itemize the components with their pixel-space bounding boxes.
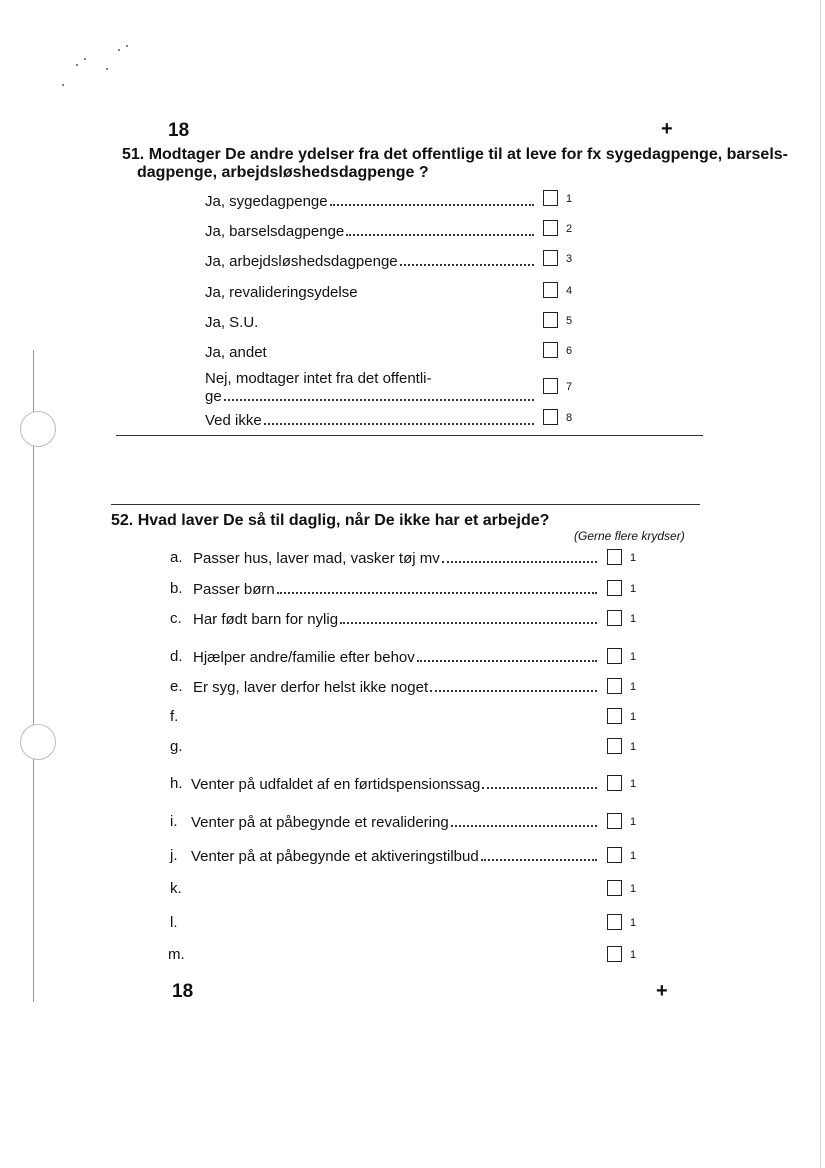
q51-number: 51.	[122, 146, 145, 163]
option-label: Venter på udfaldet af en førtidspensionssag	[191, 776, 481, 793]
answer-code: 1	[630, 949, 637, 961]
q51-checkbox-7[interactable]	[543, 378, 558, 394]
answer-code: 1	[630, 711, 637, 723]
q52-checkbox-m[interactable]	[607, 946, 622, 962]
q51-option	[205, 220, 540, 240]
q52-checkbox-d[interactable]	[607, 648, 622, 664]
q51-checkbox-4[interactable]	[543, 282, 558, 298]
answer-code: 1	[630, 850, 637, 862]
option-letter: a.	[170, 549, 183, 566]
leader-dots	[451, 825, 597, 827]
option-label: Ved ikke	[205, 412, 262, 429]
q52-title	[111, 511, 549, 530]
answer-code: 1	[630, 651, 637, 663]
scan-edge	[820, 0, 821, 1168]
q51-option	[205, 190, 540, 210]
answer-code: 1	[630, 883, 637, 895]
punch-hole-bottom	[20, 724, 56, 760]
punch-hole-top	[20, 411, 56, 447]
option-label: Ja, arbejdsløshedsdagpenge	[205, 253, 398, 270]
plus-mark-top: +	[661, 118, 673, 140]
leader-dots	[330, 204, 534, 206]
answer-code: 4	[566, 285, 573, 297]
answer-code: 1	[630, 816, 637, 828]
leader-dots	[346, 234, 534, 236]
option-label: Har født barn for nylig	[193, 611, 339, 628]
q52-option	[193, 676, 603, 696]
q52-option	[193, 547, 603, 567]
scan-speck	[126, 45, 128, 47]
q52-checkbox-a[interactable]	[607, 549, 622, 565]
plus-mark-bottom: +	[656, 980, 668, 1002]
option-label: Venter på at påbegynde et revalidering	[191, 814, 449, 831]
section-divider	[111, 504, 700, 505]
q52-number: 52.	[111, 512, 134, 529]
answer-code: 2	[566, 223, 573, 235]
option-label: Passer hus, laver mad, vasker tøj mv	[193, 550, 440, 567]
q52-checkbox-h[interactable]	[607, 775, 622, 791]
binding-line	[33, 350, 34, 1002]
q51-checkbox-1[interactable]	[543, 190, 558, 206]
q52-option	[193, 646, 603, 666]
section-divider	[116, 435, 703, 436]
answer-code: 1	[630, 583, 637, 595]
scan-speck	[106, 68, 108, 70]
answer-code: 6	[566, 345, 573, 357]
q52-option	[191, 773, 603, 793]
option-letter: e.	[170, 678, 183, 695]
answer-code: 1	[566, 193, 573, 205]
q51-title-line1: Modtager De andre ydelser fra det offentlige til at leve for fx sygedagpenge, barsels-	[148, 146, 788, 163]
q52-note: (Gerne flere krydser)	[574, 529, 685, 543]
option-label: Passer børn	[193, 581, 275, 598]
answer-code: 1	[630, 778, 637, 790]
option-label: Ja, sygedagpenge	[205, 193, 328, 210]
q51-checkbox-5[interactable]	[543, 312, 558, 328]
answer-code: 1	[630, 741, 637, 753]
leader-dots	[481, 859, 597, 861]
option-letter: h.	[170, 775, 183, 792]
q51-checkbox-8[interactable]	[543, 409, 558, 425]
q51-option	[205, 341, 540, 361]
answer-code: 1	[630, 917, 637, 929]
option-letter: j.	[170, 847, 178, 864]
q52-checkbox-g[interactable]	[607, 738, 622, 754]
option-label: ge	[205, 388, 222, 405]
option-letter: l.	[170, 914, 178, 931]
q52-title-text: Hvad laver De så til daglig, når De ikke har et arbejde?	[137, 512, 550, 529]
answer-code: 7	[566, 381, 573, 393]
q51-option	[205, 281, 540, 301]
answer-code: 1	[630, 552, 637, 564]
option-letter: c.	[170, 610, 182, 627]
q51-option-line1	[205, 367, 540, 387]
leader-dots	[442, 561, 597, 563]
leader-dots	[417, 660, 597, 662]
q52-checkbox-b[interactable]	[607, 580, 622, 596]
leader-dots	[430, 690, 597, 692]
q51-option	[205, 409, 540, 429]
leader-dots	[482, 787, 597, 789]
option-label: Er syg, laver derfor helst ikke noget	[193, 679, 429, 696]
q51-option	[205, 250, 540, 270]
option-letter: g.	[170, 738, 183, 755]
q51-option	[205, 385, 540, 405]
scan-speck	[62, 84, 64, 86]
q52-checkbox-k[interactable]	[607, 880, 622, 896]
leader-dots	[340, 622, 597, 624]
answer-code: 1	[630, 613, 637, 625]
option-label: Ja, revalideringsydelse	[205, 284, 358, 301]
option-letter: k.	[170, 880, 182, 897]
q52-option	[193, 608, 603, 628]
leader-dots	[277, 592, 597, 594]
leader-dots	[224, 399, 534, 401]
q52-checkbox-j[interactable]	[607, 847, 622, 863]
q51-option	[205, 311, 540, 331]
page-number-bottom: 18	[172, 981, 194, 1002]
option-letter: i.	[170, 813, 178, 830]
answer-code: 3	[566, 253, 573, 265]
option-label: Ja, andet	[205, 344, 267, 361]
q51-checkbox-3[interactable]	[543, 250, 558, 266]
q52-option	[193, 578, 603, 598]
q52-checkbox-f[interactable]	[607, 708, 622, 724]
scan-speck	[84, 58, 86, 60]
answer-code: 5	[566, 315, 573, 327]
answer-code: 1	[630, 681, 637, 693]
q52-checkbox-i[interactable]	[607, 813, 622, 829]
q52-checkbox-l[interactable]	[607, 914, 622, 930]
scan-speck	[118, 49, 120, 51]
option-letter: f.	[170, 708, 179, 725]
page-number-top: 18	[168, 120, 190, 141]
scan-speck	[76, 64, 78, 66]
option-label: Ja, barselsdagpenge	[205, 223, 345, 240]
q52-checkbox-c[interactable]	[607, 610, 622, 626]
option-label: Ja, S.U.	[205, 314, 259, 331]
answer-code: 8	[566, 412, 573, 424]
option-letter: d.	[170, 648, 183, 665]
option-label: Hjælper andre/familie efter behov	[193, 649, 415, 666]
q52-checkbox-e[interactable]	[607, 678, 622, 694]
option-letter: m.	[168, 946, 185, 963]
q51-checkbox-2[interactable]	[543, 220, 558, 236]
leader-dots	[264, 423, 534, 425]
option-label: Nej, modtager intet fra det offentli-	[205, 370, 432, 387]
q51-checkbox-6[interactable]	[543, 342, 558, 358]
q52-option	[191, 811, 603, 831]
option-label: Venter på at påbegynde et aktiveringstilbud	[191, 848, 479, 865]
q51-title-cont: dagpenge, arbejdsløshedsdagpenge ?	[137, 164, 429, 181]
option-letter: b.	[170, 580, 183, 597]
q52-option	[191, 845, 603, 865]
q51-title	[122, 145, 788, 164]
leader-dots	[400, 264, 534, 266]
